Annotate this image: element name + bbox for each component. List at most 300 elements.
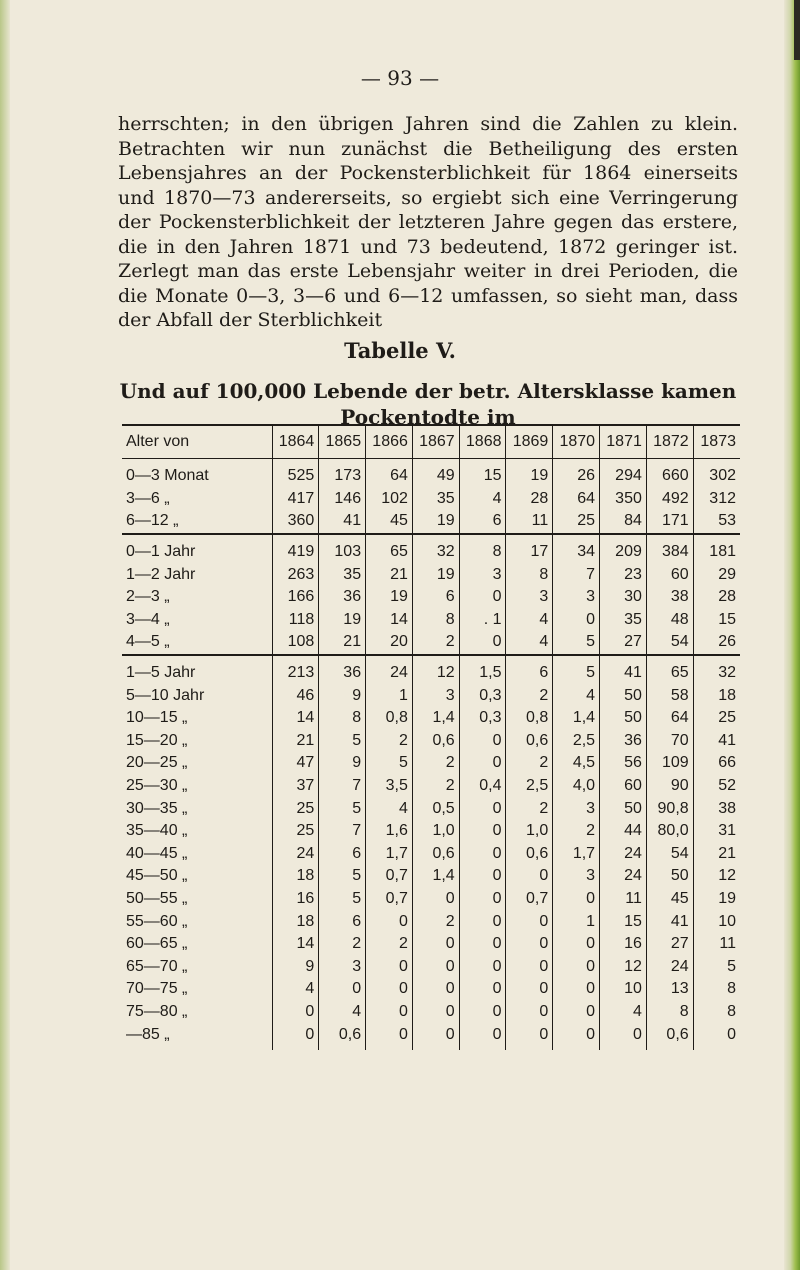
table-cell: 38: [693, 797, 740, 820]
table-caption: [118, 378, 738, 430]
table-cell: 15: [459, 459, 506, 488]
table-cell: 0: [272, 1023, 319, 1050]
table-cell: 36: [319, 586, 366, 609]
table-cell: 64: [553, 488, 600, 511]
table-cell: 0,4: [459, 775, 506, 798]
header-year: 1871: [600, 425, 647, 459]
table-row: [122, 865, 740, 888]
table-cell: 41: [693, 730, 740, 753]
table-cell: 35: [600, 609, 647, 632]
table-cell: 0: [366, 910, 413, 933]
table-cell: 36: [600, 730, 647, 753]
table-cell: 17: [506, 534, 553, 564]
table-cell: 4: [319, 1001, 366, 1024]
table-cell: 14: [272, 933, 319, 956]
row-age-label: 35—40 „: [126, 822, 188, 840]
row-age-label: 0—3 Monat: [126, 467, 209, 485]
table-cell: 350: [600, 488, 647, 511]
table-cell: 90: [646, 775, 693, 798]
table-cell: 8: [693, 978, 740, 1001]
table-cell: 19: [319, 609, 366, 632]
table-cell: 118: [272, 609, 319, 632]
table-cell: 37: [272, 775, 319, 798]
table-cell: 10: [693, 910, 740, 933]
table-cell: 2,5: [506, 775, 553, 798]
table-cell: 21: [272, 730, 319, 753]
table-cell: 4: [506, 631, 553, 655]
table-cell: 0: [459, 888, 506, 911]
row-age-label: —85 „: [126, 1025, 170, 1043]
table-cell: 2: [506, 752, 553, 775]
table-cell: 0,8: [506, 707, 553, 730]
table-row: [122, 933, 740, 956]
table-row: [122, 563, 740, 586]
row-age-label: 4—5 „: [122, 631, 272, 655]
table-cell: 21: [319, 631, 366, 655]
table-cell: 3: [319, 955, 366, 978]
table-cell: 3: [553, 797, 600, 820]
table-cell: 26: [693, 631, 740, 655]
table-cell: 0,6: [412, 730, 459, 753]
table-header-row: [122, 425, 740, 459]
table-row: [122, 910, 740, 933]
table-cell: 41: [646, 910, 693, 933]
row-age-label: 6—12 „: [122, 510, 272, 534]
table-cell: 8: [459, 534, 506, 564]
table-cell: 0: [459, 631, 506, 655]
header-year: 1873: [693, 425, 740, 459]
table-cell: 18: [272, 910, 319, 933]
table-cell: 146: [319, 488, 366, 511]
row-age-label: 5—10 Jahr: [126, 686, 205, 704]
table-cell: 3: [412, 684, 459, 707]
row-age-label: 15—20 „: [126, 731, 188, 749]
row-age-label: 2—3 „: [126, 588, 170, 606]
table-cell: 0: [693, 1023, 740, 1050]
row-age-label: 30—35 „: [126, 799, 188, 817]
table-cell: 84: [600, 510, 647, 534]
table-cell: 0: [553, 978, 600, 1001]
table-cell: 3: [553, 586, 600, 609]
table-cell: 30: [600, 586, 647, 609]
table-cell: 9: [319, 684, 366, 707]
row-age-label: 3—4 „: [126, 610, 170, 628]
table-row: [122, 459, 740, 488]
table-cell: 5: [319, 730, 366, 753]
table-cell: 0,6: [646, 1023, 693, 1050]
table-cell: 4: [506, 609, 553, 632]
table-cell: 2: [506, 684, 553, 707]
table-cell: 56: [600, 752, 647, 775]
table-cell: 0: [366, 1001, 413, 1024]
table-cell: 80,0: [646, 820, 693, 843]
table-cell: 19: [693, 888, 740, 911]
table-cell: 0: [366, 955, 413, 978]
table-cell: 66: [693, 752, 740, 775]
table-cell: 28: [693, 586, 740, 609]
table-cell: 7: [553, 563, 600, 586]
table-cell: 6: [506, 655, 553, 685]
table-cell: 166: [272, 586, 319, 609]
table-cell: 0: [600, 1023, 647, 1050]
table-cell: 31: [693, 820, 740, 843]
table-cell: 9: [319, 752, 366, 775]
table-cell: 294: [600, 459, 647, 488]
table-cell: 660: [646, 459, 693, 488]
table-cell: 5: [319, 865, 366, 888]
table-cell: 1: [553, 910, 600, 933]
table-cell: 0: [459, 1001, 506, 1024]
table-cell: 15: [693, 609, 740, 632]
table-cell: . 1: [459, 609, 506, 632]
table-cell: 181: [693, 534, 740, 564]
table-cell: 2: [366, 730, 413, 753]
table-cell: 32: [693, 655, 740, 685]
table-cell: 103: [319, 534, 366, 564]
table-cell: 19: [412, 563, 459, 586]
table-cell: 10: [600, 978, 647, 1001]
table-cell: 4: [600, 1001, 647, 1024]
table-cell: 360: [272, 510, 319, 534]
table-cell: 525: [272, 459, 319, 488]
table-cell: 4: [459, 488, 506, 511]
table-cell: 50: [600, 707, 647, 730]
table-cell: 35: [319, 563, 366, 586]
table-cell: 0: [459, 955, 506, 978]
table-cell: 32: [412, 534, 459, 564]
table-cell: 263: [272, 563, 319, 586]
table-cell: 44: [600, 820, 647, 843]
table-cell: 0: [506, 933, 553, 956]
table-cell: 0: [459, 865, 506, 888]
table-cell: 14: [366, 609, 413, 632]
table-cell: 25: [693, 707, 740, 730]
row-age-label: 70—75 „: [126, 980, 188, 998]
table-cell: 13: [646, 978, 693, 1001]
table-cell: 12: [600, 955, 647, 978]
table-cell: 1,5: [459, 655, 506, 685]
table-cell: 0: [459, 978, 506, 1001]
body-paragraph: [118, 112, 738, 333]
table-cell: 2: [506, 797, 553, 820]
table-cell: 0: [553, 609, 600, 632]
table-cell: 1,4: [412, 865, 459, 888]
table-cell: 6: [319, 843, 366, 866]
table-cell: 24: [600, 865, 647, 888]
row-age-label: 45—50 „: [126, 867, 188, 885]
table-cell: 25: [272, 820, 319, 843]
table-row: [122, 586, 740, 609]
table-cell: 0: [459, 843, 506, 866]
table-cell: 54: [646, 631, 693, 655]
table-cell: 2: [412, 631, 459, 655]
table-cell: 173: [319, 459, 366, 488]
table-cell: 0,6: [506, 843, 553, 866]
table-cell: 23: [600, 563, 647, 586]
table-cell: 8: [319, 707, 366, 730]
table-cell: 0: [459, 797, 506, 820]
table-row: [122, 1001, 740, 1024]
table-cell: 52: [693, 775, 740, 798]
table-cell: 18: [272, 865, 319, 888]
table-row: [122, 684, 740, 707]
page-number: — 93 —: [360, 66, 440, 90]
table-cell: 26: [553, 459, 600, 488]
table-cell: 8: [412, 609, 459, 632]
table-cell: 6: [459, 510, 506, 534]
table-cell: 25: [553, 510, 600, 534]
table-cell: 45: [366, 510, 413, 534]
table-cell: 0: [506, 955, 553, 978]
table-cell: 8: [693, 1001, 740, 1024]
table-cell: 2,5: [553, 730, 600, 753]
table-row: [122, 707, 740, 730]
table-cell: 0: [506, 865, 553, 888]
table-cell: 2: [412, 775, 459, 798]
table-cell: 0: [459, 933, 506, 956]
table-cell: 0: [553, 933, 600, 956]
table-cell: 28: [506, 488, 553, 511]
table-cell: 0,3: [459, 707, 506, 730]
row-age-label: 55—60 „: [126, 912, 188, 930]
book-spine-edge: [784, 0, 800, 1270]
table-cell: 0: [412, 1023, 459, 1050]
table-cell: 60: [646, 563, 693, 586]
table-cell: 0: [412, 978, 459, 1001]
table-cell: 0: [553, 1023, 600, 1050]
table-cell: 65: [646, 655, 693, 685]
table-cell: 5: [319, 797, 366, 820]
table-cell: 1,0: [506, 820, 553, 843]
table-row: [122, 609, 740, 632]
table-cell: 65: [366, 534, 413, 564]
header-year: 1864: [272, 425, 319, 459]
table-cell: 8: [506, 563, 553, 586]
table-row: [122, 978, 740, 1001]
table-cell: 0: [459, 730, 506, 753]
row-age-label: 3—6 „: [126, 489, 170, 507]
table-row: [122, 655, 740, 685]
table-cell: 48: [646, 609, 693, 632]
table-cell: 38: [646, 586, 693, 609]
table-cell: 492: [646, 488, 693, 511]
table-cell: 0: [506, 1001, 553, 1024]
table-row: [122, 752, 740, 775]
table-row: [122, 534, 740, 564]
table-cell: 6: [412, 586, 459, 609]
mortality-table: [122, 424, 740, 1050]
table-cell: 21: [693, 843, 740, 866]
table-cell: 0,6: [506, 730, 553, 753]
table-cell: 14: [272, 707, 319, 730]
table-cell: 4,5: [553, 752, 600, 775]
table-cell: 109: [646, 752, 693, 775]
table-cell: 3: [553, 865, 600, 888]
table-cell: 0: [506, 1023, 553, 1050]
header-year: 1870: [553, 425, 600, 459]
row-age-label: 50—55 „: [126, 889, 188, 907]
table-cell: 11: [506, 510, 553, 534]
table-cell: 102: [366, 488, 413, 511]
table-cell: 49: [412, 459, 459, 488]
table-row: [122, 820, 740, 843]
header-year: 1867: [412, 425, 459, 459]
table-cell: 16: [600, 933, 647, 956]
table-cell: 19: [366, 586, 413, 609]
header-age-label: Alter von: [122, 425, 272, 459]
table-cell: 27: [646, 933, 693, 956]
table-cell: 108: [272, 631, 319, 655]
table-cell: 171: [646, 510, 693, 534]
table-cell: 0: [272, 1001, 319, 1024]
table-cell: 302: [693, 459, 740, 488]
table-cell: 60: [600, 775, 647, 798]
table-cell: 0: [459, 1023, 506, 1050]
table-cell: 0,7: [506, 888, 553, 911]
table-cell: 0: [412, 1001, 459, 1024]
table-row: [122, 510, 740, 534]
table-cell: 11: [693, 933, 740, 956]
header-year: 1866: [366, 425, 413, 459]
table-cell: 1,4: [553, 707, 600, 730]
table-cell: 0: [553, 1001, 600, 1024]
table-cell: 1,7: [366, 843, 413, 866]
table-cell: 0: [553, 888, 600, 911]
table-cell: 41: [319, 510, 366, 534]
table-cell: 90,8: [646, 797, 693, 820]
table-cell: 35: [412, 488, 459, 511]
table-cell: 24: [646, 955, 693, 978]
table-title: Tabelle V.: [344, 338, 456, 363]
table-cell: 4,0: [553, 775, 600, 798]
table-cell: 4: [366, 797, 413, 820]
table-cell: 21: [366, 563, 413, 586]
table-cell: 54: [646, 843, 693, 866]
table-cell: 5: [693, 955, 740, 978]
table-cell: 0,7: [366, 888, 413, 911]
table-cell: 24: [600, 843, 647, 866]
table-cell: 2: [319, 933, 366, 956]
table-row: [122, 955, 740, 978]
table-cell: 0,7: [366, 865, 413, 888]
table-cell: 64: [366, 459, 413, 488]
row-age-label: 65—70 „: [126, 957, 188, 975]
table-cell: 0,6: [412, 843, 459, 866]
table-cell: 0: [366, 1023, 413, 1050]
table-cell: 0,8: [366, 707, 413, 730]
table-cell: 16: [272, 888, 319, 911]
table-row: [122, 797, 740, 820]
table-cell: 12: [412, 655, 459, 685]
table-cell: 0: [506, 978, 553, 1001]
table-cell: 29: [693, 563, 740, 586]
table-cell: 25: [272, 797, 319, 820]
table-row: [122, 775, 740, 798]
table-cell: 1,7: [553, 843, 600, 866]
table-cell: 18: [693, 684, 740, 707]
table-cell: 0: [459, 752, 506, 775]
table-row: [122, 1023, 740, 1050]
table-cell: 1,6: [366, 820, 413, 843]
table-cell: 3,5: [366, 775, 413, 798]
table-cell: 27: [600, 631, 647, 655]
table-cell: 0: [412, 933, 459, 956]
header-year: 1872: [646, 425, 693, 459]
table-row: [122, 730, 740, 753]
table-cell: 34: [553, 534, 600, 564]
table-cell: 5: [553, 631, 600, 655]
table-cell: 4: [553, 684, 600, 707]
table-cell: 47: [272, 752, 319, 775]
table-cell: 1: [366, 684, 413, 707]
table-cell: 0: [459, 586, 506, 609]
table-cell: 24: [272, 843, 319, 866]
table-cell: 0: [553, 955, 600, 978]
table-cell: 3: [506, 586, 553, 609]
table-row: [122, 488, 740, 511]
table-cell: 209: [600, 534, 647, 564]
header-year: 1865: [319, 425, 366, 459]
table-caption-line-1: Und auf 100,000 Lebende der betr. Altersklasse kamen: [119, 379, 737, 403]
table-cell: 0,6: [319, 1023, 366, 1050]
table-cell: 1,0: [412, 820, 459, 843]
table-cell: 0: [459, 820, 506, 843]
table-cell: 2: [366, 933, 413, 956]
table-cell: 8: [646, 1001, 693, 1024]
table-cell: 7: [319, 820, 366, 843]
table-cell: 0: [412, 955, 459, 978]
table-cell: 19: [506, 459, 553, 488]
table-cell: 20: [366, 631, 413, 655]
table-cell: 2: [553, 820, 600, 843]
header-year: 1868: [459, 425, 506, 459]
table-cell: 384: [646, 534, 693, 564]
row-age-label: 1—2 Jahr: [126, 565, 196, 583]
row-age-label: 10—15 „: [126, 709, 188, 727]
table-cell: 0: [319, 978, 366, 1001]
table-cell: 12: [693, 865, 740, 888]
paragraph-text: herrschten; in den übrigen Jahren sind die Zahlen zu klein. Betrachten wir nun zunächst die Betheiligung des ersten Lebensjahres an der Pockensterblichkeit für 1864 einerseits und 1870—73 andererseits, so ergiebt sich eine Verringerung der Pockensterblichkeit der letzteren Jahre gegen das erstere, die in den Jahren 1871 und 73 bedeutend, 1872 geringer ist. Zerlegt man das erste Lebensjahr weiter in drei Perioden, die die Monate 0—3, 3—6 und 6—12 umfassen, so sieht man, dass der Abfall der Sterblichkeit: [118, 113, 738, 331]
table-cell: 19: [412, 510, 459, 534]
row-age-label: 0—1 Jahr: [126, 543, 196, 561]
table-cell: 45: [646, 888, 693, 911]
row-age-label: 75—80 „: [126, 1002, 188, 1020]
table-cell: 0,5: [412, 797, 459, 820]
table-cell: 64: [646, 707, 693, 730]
table-cell: 5: [366, 752, 413, 775]
table-cell: 9: [272, 955, 319, 978]
table-cell: 419: [272, 534, 319, 564]
table-cell: 5: [553, 655, 600, 685]
table-cell: 1,4: [412, 707, 459, 730]
row-age-label: 1—5 Jahr: [126, 664, 196, 682]
table-caption-line-2: Pockentodte im: [340, 405, 516, 429]
table-cell: 312: [693, 488, 740, 511]
table-cell: 2: [412, 752, 459, 775]
table-cell: 417: [272, 488, 319, 511]
table-cell: 213: [272, 655, 319, 685]
table-body: [122, 459, 740, 1050]
row-age-label: 20—25 „: [126, 754, 188, 772]
table-cell: 4: [272, 978, 319, 1001]
spine-tab: [794, 0, 800, 60]
table-cell: 58: [646, 684, 693, 707]
table-cell: 0: [459, 910, 506, 933]
table-cell: 0: [506, 910, 553, 933]
table-cell: 41: [600, 655, 647, 685]
header-year: 1869: [506, 425, 553, 459]
page-edge-left: [0, 0, 10, 1270]
